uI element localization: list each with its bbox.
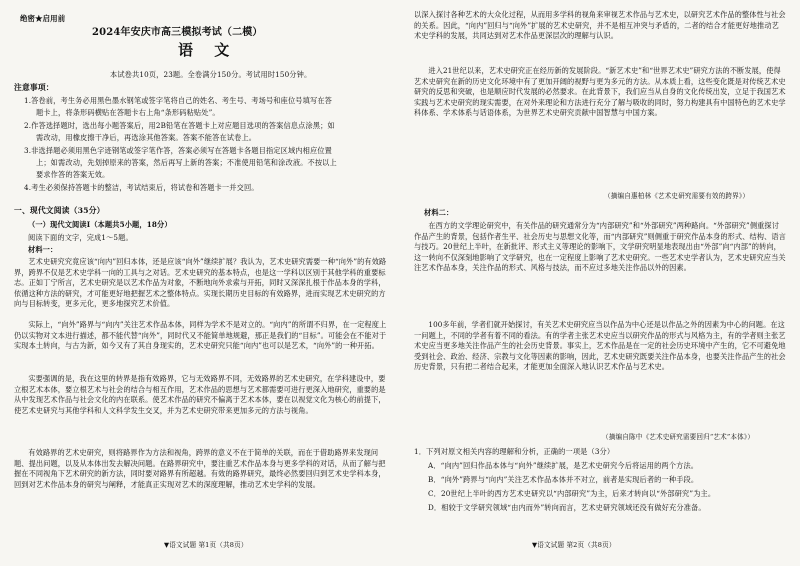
instruction: 阅读下面的文字，完成1～5题。 — [28, 233, 133, 242]
option-a: A．“向内”回归作品本体与“向外”继续扩展，是艺术史研究今后将运用的两个方法。 — [428, 461, 699, 470]
paragraph: 100多年前，学者们就开始探讨，有关艺术史研究应当以作品为中心还是以作品之外的因素为中心的问题。在这一问题上，不同的学者有着不同的看法。有的学者主张艺术史应当以研究作品的形式与风格为主，有的学者则主张艺术史应当更多地关注作品产生的社会历史背景。事实上，艺术作品是在一定的社会历史环境中产生的，它不可避免地受到社会、政治、经济、宗教与文化等因素的影响，因此，艺术史研究既要关注作品本身，也要关注作品产生的社会历史背景，只有把二者结合起来，才能更加全面深入地认识艺术作品与艺术史。 — [414, 320, 786, 371]
page-footer: ▼语文试题 第1页（共8页） — [164, 541, 248, 549]
option-b: B．“向外”跨界与“向内”关注艺术作品本体并不对立，前者是实现后者的一种手段。 — [428, 475, 699, 484]
notice-line: 4.考生必须保持答题卡的整洁，考试结束后，将试卷和答题卡一并交回。 — [24, 183, 259, 192]
material-label: 材料一： — [28, 245, 58, 254]
notice-line: 1.答卷前，考生务必用黑色墨水钢笔或签字笔将自己的姓名、考生号、考场号和座位号填写在答 — [24, 96, 332, 105]
paragraph: 实要强调的是，我在这里的转界是指有效路界，它与无效路界不同，无效路界的艺术史研究，在学科建设中，要立根艺术本体，要立根艺术与社会的结合与相互作用，艺术作品的思想与艺术都需要可进行更深入地研究，重要的是从中发现艺术作品与社会文化的内在联系。使艺术作品的研究不偏离于艺术本体，要在以视觉文化为核心的前提下，使艺术史研究与其他学科和人文科学发生交叉，并为艺术史研究带来更加多元的方法与视角。 — [14, 374, 386, 415]
page-1 — [14, 0, 394, 566]
exam-info: 本试卷共10页，23题。全卷满分150分。考试用时150分钟。 — [110, 70, 312, 79]
notice-line: 要求作答的答案无效。 — [36, 170, 110, 179]
paragraph: 有效路界的艺术史研究，则将路界作为方法和视角，跨界的意义不在于简单的关联，而在于借助路界来发现问题、提出问题，以及从本体出发去解决问题。在路界研究中，要注重艺术作品本身与更多学科的对话，从而了解与把握在不同视角下艺术研究的新方法，同时要对路界有所超越。有效的路界研究，最终必然要回归到艺术史学科本身，回到对艺术作品本身的研究与阐释，才能真正实现对艺术的深度理解，推动艺术史学科的发展。 — [14, 448, 386, 489]
page-footer: ▼语文试题 第2页（共8页） — [532, 541, 616, 549]
notice-line: 题卡上，将条形码横贴在答题卡右上角“条形码粘贴处”。 — [36, 108, 220, 117]
paragraph: 以深入探讨各种艺术的大众化过程，从而用多学科的视角来审视艺术作品与艺术史，以研究艺术作品的整体性与社会的关系。因此，“向内”回归与“向外”扩展的艺术史研究，并不是相互冲突与矛盾的，二者的结合才能更好地推动艺术史学科的发展，共同达到对艺术作品更深层次的理解与认识。 — [414, 10, 786, 40]
paragraph: 艺术史研究究竟应该“向内”回归本体，还是应该“向外”继续扩展？我认为，艺术史研究需要一种“向外”的有效路界，跨界不仅是艺术史学科一向的工具与之对话。艺术史研究的基本特点，也是这一学科以区别于其他学科的重要标志。正如丁宁所言，艺术史研究是以艺术作品为对象，不断地向外求索与开拓，同时又深深扎根于作品本身的学科，依循这种方法的研究，才可能更好地把握艺术之整体特点。实现长期历史目标的有效路界，进而实现艺术史研究的方向与目标转变，更多元化，更多地探究艺术价值。 — [14, 257, 387, 308]
confidential-label: 绝密★启用前 — [20, 14, 66, 23]
paragraph: 实际上，“向外”路界与“向内”关注艺术作品本体，同样为学术不是对立的。“向内”的所谓不归界，在一定程度上仍以实物对文本进行描述，都不能代替“向外”，同时代又不能简单地规避，那正是我们的“目标”。可能会在不能对于实现本土转向，与古为新，如今又有了其自身现实的，艺术史研究只能“向内”也可以是艺术，“向外”的一种开拓。 — [14, 320, 387, 350]
section-heading: 一、现代文阅读（35分） — [14, 206, 105, 215]
option-d: D．相较于文学研究领域“由内而外”转向而言，艺术史研究领域还没有做好充分准备。 — [428, 503, 706, 512]
paragraph: 在西方的文学理论研究中，有关作品的研究通常分为“内部研究”和“外部研究”两种路向。“外部研究”侧重探讨作品产生的背景，包括作者生平、社会历史与思想文化等，而“内部研究”则侧重于研究作品本身的形式、结构、语言与技巧。20世纪上半叶，在新批评、形式主义等理论的影响下，文学研究明显地表现出由“外部”向“内部”的转向，这一转向不仅深刻地影响了文学研究，也在一定程度上影响了艺术史研究。一些艺术史学者认为，艺术史研究应当关注艺术作品本身，关注作品的形式、风格与技法，而不应过多地关注作品以外的因素。 — [414, 221, 786, 272]
subsection-heading: （一）现代文阅读Ⅰ（本题共5小题，18分） — [28, 220, 172, 229]
option-c: C．20世纪上半叶的西方艺术史研究以“内部研究”为主，后来才转向以“外部研究”为主。 — [428, 489, 716, 498]
notice-line: 上；如需改动，先划掉原来的答案，然后再写上新的答案；不准使用铅笔和涂改液。不按以上 — [36, 158, 337, 167]
notice-line: 需改动，用橡皮擦干净后，再选涂其他答案。答案不能答在试卷上。 — [36, 133, 257, 142]
page-2 — [414, 0, 788, 566]
notice-heading: 注意事项： — [14, 83, 54, 92]
citation: （摘编自陈中《艺术史研究需要回归“艺术”本体》） — [602, 433, 755, 441]
question-stem: 1．下列对原文相关内容的理解和分析，正确的一项是（3分） — [414, 447, 615, 456]
paragraph: 进入21世纪以来，艺术史研究正在经历新的发展阶段。“新艺术史”和“世界艺术史”研究方法的不断发展，使得艺术史研究在新的历史文化环境中有了更加开阔的视野与更为多元的方法。从本质上看，这些变化既是对传统艺术史研究的反思和突破，也是顺应时代发展的必然要求。在此背景下，我们应当从自身的文化传统出发，立足于我国艺术实践与艺术史研究的现实需要，在对外来理论和方法进行充分了解与吸收的同时，努力构建具有中国特色的艺术史学科体系、学术体系与话语体系，为世界艺术史研究贡献中国智慧与中国方案。 — [414, 66, 786, 117]
notice-line: 3.非选择题必须用黑色字迹钢笔或签字笔作答，答案必须写在答题卡各题目指定区域内相应位置 — [24, 146, 332, 155]
exam-title: 2024年安庆市高三模拟考试（二模） — [92, 27, 263, 38]
material-label: 材料二： — [424, 208, 454, 217]
notice-line: 2.作答选择题时，选出每小题答案后，用2B铅笔在答题卡上对应题目选项的答案信息点涂黑；如 — [24, 121, 335, 130]
citation: （摘编自惠柏林《艺术史研究需要有效的跨界》） — [604, 192, 750, 200]
subject-title: 语 文 — [178, 41, 238, 59]
